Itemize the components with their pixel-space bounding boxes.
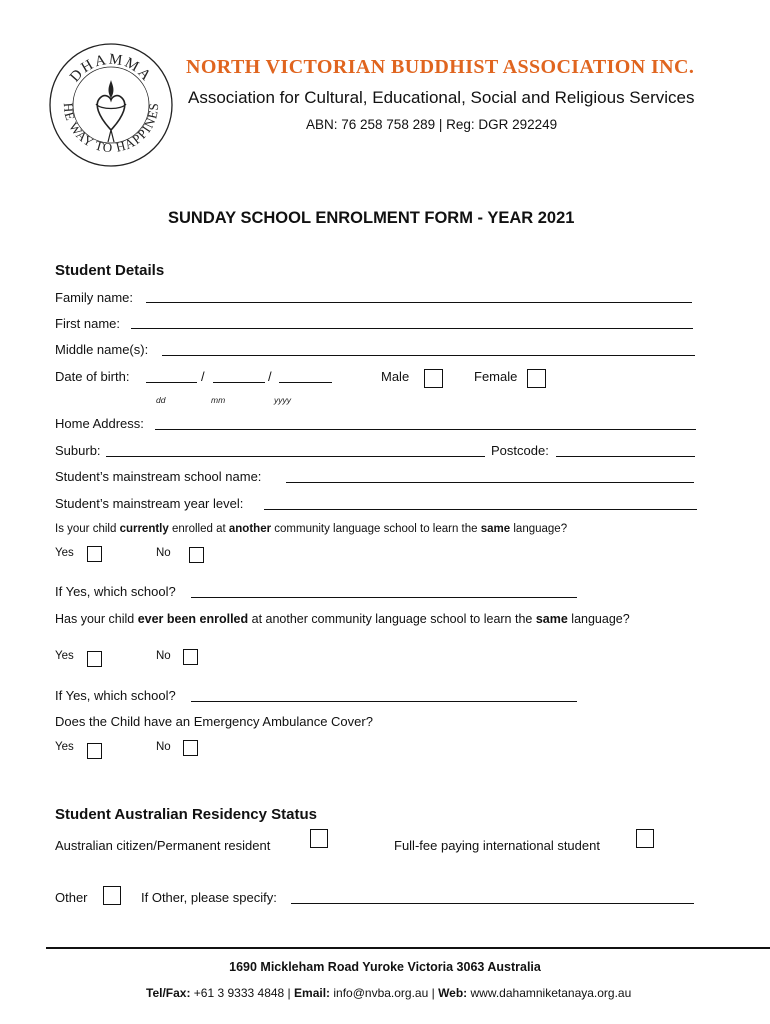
mm-hint: mm <box>211 395 226 405</box>
org-subtitle: Association for Cultural, Educational, Social and Religious Services <box>188 88 695 107</box>
q3-text: Does the Child have an Emergency Ambulance Cover? <box>55 714 373 729</box>
svg-text:DHAMMA: DHAMMA <box>67 51 155 86</box>
dob-day-field[interactable] <box>146 382 197 383</box>
q2-no-checkbox[interactable] <box>183 649 198 665</box>
q2-which-field[interactable] <box>191 701 577 702</box>
suburb-field[interactable] <box>106 456 485 457</box>
dd-hint: dd <box>156 395 166 405</box>
footer-contact: Tel/Fax: +61 3 9333 4848 | Email: info@nvba.org.au | Web: www.dahamniketanaya.org.au <box>146 986 632 1000</box>
q3-no-label: No <box>156 741 171 753</box>
q1-yes-label: Yes <box>55 547 74 559</box>
year-level-label: Student’s mainstream year level: <box>55 496 244 511</box>
international-label: Full-fee paying international student <box>394 838 600 853</box>
dob-separator: / <box>201 369 205 384</box>
female-label: Female <box>474 369 518 384</box>
q3-yes-label: Yes <box>55 741 74 753</box>
q1-which-label: If Yes, which school? <box>55 584 176 599</box>
dob-separator: / <box>268 369 272 384</box>
male-checkbox[interactable] <box>424 369 443 388</box>
male-label: Male <box>381 369 410 384</box>
footer-divider <box>46 947 770 949</box>
q1-no-label: No <box>156 547 171 559</box>
q1-text: Is your child currently enrolled at another community language school to learn the same language? <box>55 523 568 535</box>
student-details-heading: Student Details <box>55 262 165 279</box>
female-checkbox[interactable] <box>527 369 546 388</box>
footer-address: 1690 Mickleham Road Yuroke Victoria 3063 Australia <box>229 960 541 974</box>
dob-month-field[interactable] <box>213 382 265 383</box>
org-name: NORTH VICTORIAN BUDDHIST ASSOCIATION INC. <box>186 56 695 78</box>
association-logo <box>48 42 174 168</box>
family-name-field[interactable] <box>146 302 692 303</box>
first-name-label: First name: <box>55 316 121 331</box>
q1-yes-checkbox[interactable] <box>87 546 102 562</box>
year-level-field[interactable] <box>264 509 697 510</box>
citizen-label: Australian citizen/Permanent resident <box>55 838 271 853</box>
citizen-checkbox[interactable] <box>310 829 328 848</box>
yyyy-hint: yyyy <box>274 395 291 405</box>
q2-text: Has your child ever been enrolled at another community language school to learn the same language? <box>55 612 630 626</box>
postcode-label: Postcode: <box>491 443 549 458</box>
international-checkbox[interactable] <box>636 829 654 848</box>
q2-yes-checkbox[interactable] <box>87 651 102 667</box>
q1-which-field[interactable] <box>191 597 577 598</box>
first-name-field[interactable] <box>131 328 693 329</box>
middle-names-label: Middle name(s): <box>55 342 149 357</box>
dob-label: Date of birth: <box>55 369 130 384</box>
school-name-label: Student’s mainstream school name: <box>55 469 262 484</box>
other-label: Other <box>55 890 88 905</box>
middle-names-field[interactable] <box>162 355 695 356</box>
q1-no-checkbox[interactable] <box>189 547 204 563</box>
q3-yes-checkbox[interactable] <box>87 743 102 759</box>
footer-email[interactable]: info@nvba.org.au | <box>330 986 439 1000</box>
residency-heading: Student Australian Residency Status <box>55 806 318 823</box>
school-name-field[interactable] <box>286 482 694 483</box>
other-checkbox[interactable] <box>103 886 121 905</box>
postcode-field[interactable] <box>556 456 695 457</box>
q2-no-label: No <box>156 650 171 662</box>
q2-which-label: If Yes, which school? <box>55 688 176 703</box>
home-address-label: Home Address: <box>55 416 144 431</box>
form-title: SUNDAY SCHOOL ENROLMENT FORM - YEAR 2021 <box>168 209 575 227</box>
suburb-label: Suburb: <box>55 443 101 458</box>
q3-no-checkbox[interactable] <box>183 740 198 756</box>
dob-year-field[interactable] <box>279 382 332 383</box>
family-name-label: Family name: <box>55 290 134 305</box>
footer-web[interactable]: www.dahamniketanaya.org.au <box>467 986 632 1000</box>
specify-field[interactable] <box>291 903 694 904</box>
specify-label: If Other, please specify: <box>141 890 277 905</box>
q2-yes-label: Yes <box>55 650 74 662</box>
org-abn: ABN: 76 258 758 289 | Reg: DGR 292249 <box>306 117 558 132</box>
home-address-field[interactable] <box>155 429 696 430</box>
svg-text:THE WAY TO HAPPINESS: HE WAY TO HAPPINES <box>60 101 162 156</box>
